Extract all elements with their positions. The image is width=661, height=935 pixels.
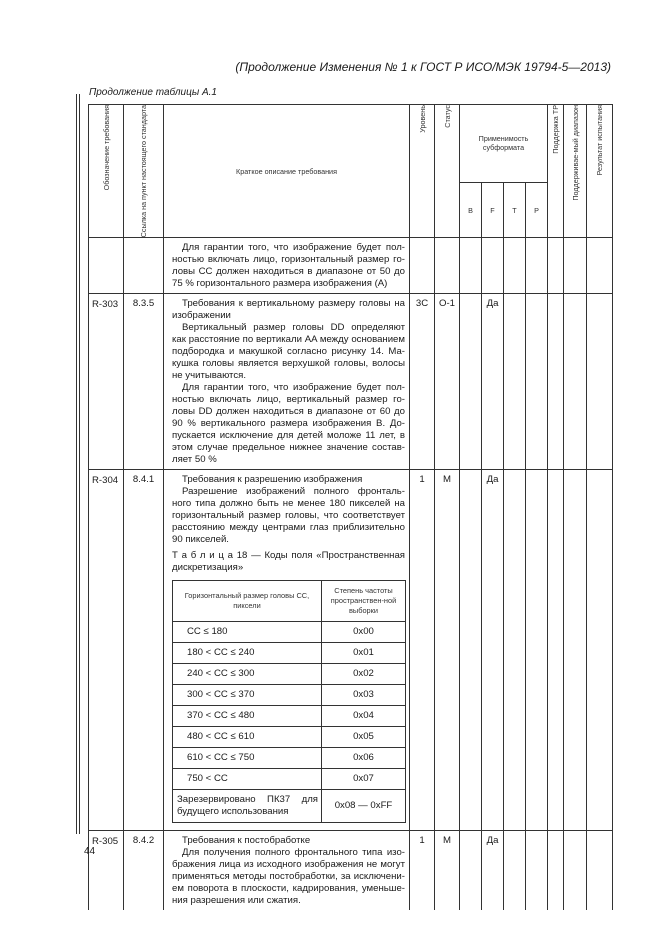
spatial-sampling-table	[172, 580, 406, 823]
requirement-description: Требования к разрешению изображения Разрешение изображений полного фронталь-ного типа должно быть не менее 180 пикселей на горизонтальный размер головы, что соответствует расстоянию между центрами глаз приблизительно 90 пикселей. Т а б л и ц а 18 — Коды поля «Пространственная дискретизация» Горизонтальный размер головы CC, пиксели Степень частоты пространствен-ной выборки CC ≤ 180 0x00 180 < CC ≤ 240 0x01 240 < CC ≤ 300 0x02 300 < CC ≤ 370 0x03 370 < CC ≤ 480 0x04 480 < CC ≤ 610 0x05 610 < CC ≤ 750 0x06 750 < CC 0x07 Зарезервировано ПК37 для будущего использования 0x08 — 0xFF	[164, 470, 410, 831]
inner-table-row: 370 < CC ≤ 480 0x04	[173, 706, 406, 727]
requirements-table	[88, 104, 613, 910]
status-value: M	[435, 831, 460, 911]
inner-table-row: 300 < CC ≤ 370 0x03	[173, 685, 406, 706]
inner-table-row: 610 < CC ≤ 750 0x06	[173, 748, 406, 769]
col-designation: Обозначение требования	[89, 105, 124, 238]
requirement-description: Требования к постобработке Для получения полного фронтального типа изо-бражения лица из исходного изображения не могут применяться методы постобработки, за исключени-ем поворота в плоскости, кадрирования, уменьше-ния разрешения или сжатия.	[164, 831, 410, 911]
table-row	[89, 294, 613, 470]
level-value: 3C	[410, 294, 435, 470]
col-description: Краткое описание требования	[164, 105, 410, 238]
clause-ref: 8.3.5	[124, 294, 164, 470]
col-sub-f: F	[482, 182, 504, 238]
level-value: 1	[410, 470, 435, 831]
col-support-tr: Поддержка ТР	[548, 105, 564, 238]
requirement-description: Требования к вертикальному размеру головы на изображении Вертикальный размер головы DD определяют как расстояние по вертикали AA между основанием подбородка и макушкой согласно рисунку 14. Ма-кушка головы является верхушкой головы, волосы не учитываются. Для гарантии того, что изображение будет пол-ностью включать лицо, вертикальный размер го-ловы DD должен находиться в диапазоне от 60 до 90 % вертикального размера изображения B. До-пускается исключение для детей моложе 11 лет, в этом случае предельное нижнее значение состав-ляет 50 %	[164, 294, 410, 470]
inner-table-title: Т а б л и ц а 18 — Коды поля «Пространственная дискретизация»	[172, 550, 405, 574]
table-row	[89, 470, 613, 831]
col-applicability: Применимость субформата	[460, 105, 548, 183]
col-test-result: Результат испытания	[587, 105, 613, 238]
inner-table-row: Зарезервировано ПК37 для будущего использования 0x08 — 0xFF	[173, 790, 406, 823]
col-sub-b: B	[460, 182, 482, 238]
status-value: O-1	[435, 294, 460, 470]
requirement-code: R-304	[89, 470, 124, 831]
col-sub-p: P	[526, 182, 548, 238]
requirement-code: R-303	[89, 294, 124, 470]
status-value: M	[435, 470, 460, 831]
col-level: Уровень	[410, 105, 435, 238]
col-support-range: Поддерживае-мый диапазон	[564, 105, 587, 238]
inner-table-row: 240 < CC ≤ 300 0x02	[173, 664, 406, 685]
inner-table-row: 750 < CC 0x07	[173, 769, 406, 790]
subformat-f-value: Да	[482, 294, 504, 470]
page-number: 44	[84, 846, 96, 857]
level-value: 1	[410, 831, 435, 911]
clause-ref: 8.4.1	[124, 470, 164, 831]
requirement-code: R-305	[89, 831, 124, 911]
col-sub-t: T	[504, 182, 526, 238]
requirement-description: Для гарантии того, что изображение будет пол-ностью включать лицо, горизонтальный размер го-ловы CC должен находиться в диапазоне от 50 до 75 % горизонтального размера изображения (A)	[164, 238, 410, 294]
table-row	[89, 238, 613, 294]
subformat-f-value: Да	[482, 470, 504, 831]
running-title: (Продолжение Изменения № 1 к ГОСТ Р ИСО/МЭК 19794-5—2013)	[235, 60, 611, 74]
change-bar	[79, 94, 80, 834]
inner-table-row: 180 < CC ≤ 240 0x01	[173, 643, 406, 664]
change-bar	[76, 94, 77, 834]
subformat-f-value: Да	[482, 831, 504, 911]
clause-ref: 8.4.2	[124, 831, 164, 911]
col-clause-ref: Ссылка на пункт настоящего стандарта	[124, 105, 164, 238]
table-row	[89, 831, 613, 911]
inner-col-sampling-rate: Степень частоты пространствен-ной выборки	[322, 581, 406, 622]
col-status: Статус	[435, 105, 460, 238]
inner-col-head-size: Горизонтальный размер головы CC, пиксели	[173, 581, 322, 622]
inner-table-row: 480 < CC ≤ 610 0x05	[173, 727, 406, 748]
table-caption: Продолжение таблицы А.1	[89, 87, 217, 98]
inner-table-row: CC ≤ 180 0x00	[173, 622, 406, 643]
